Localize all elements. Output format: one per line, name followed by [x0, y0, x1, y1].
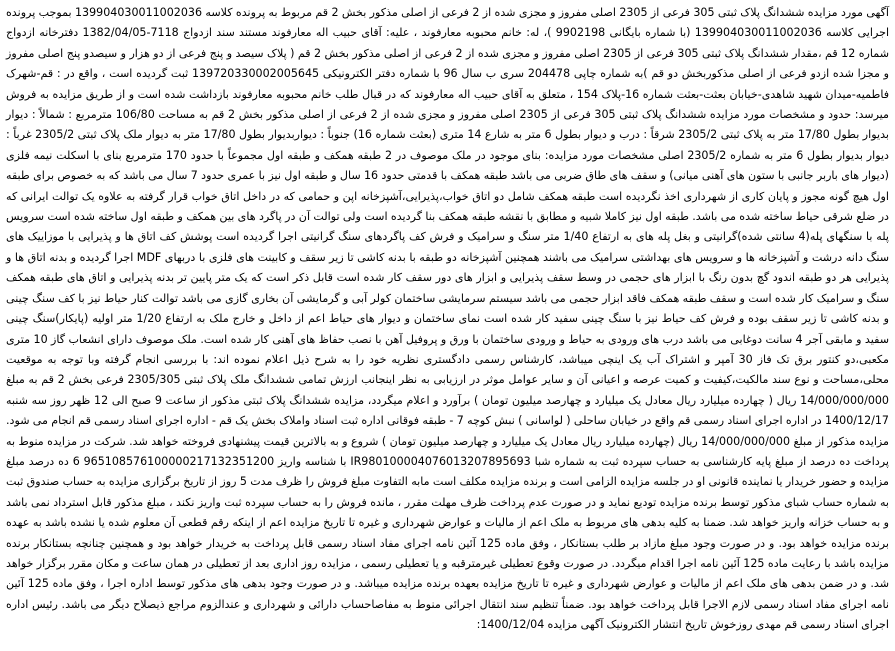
notice-body-text: آگهی مورد مزایده ششدانگ پلاک ثبتی 305 فرعی از 2305 اصلی مفروز و مجزی شده از 2 فرعی از اصلی مذکور بخش 2 قم مربوط به پرونده کلاسه 139904030011002036 بموجب پرونده اجرایی کلاسه 139904030011002036 (با شماره بایگانی 9902198 )، له: خانم محبوبه معارفوند ، علیه: آقای حبیب اله معارفوند مستند سند ازدواج 7118-1382/04/05 دفترخانه ازدواج شماره 12 قم ،مقدار ششدانگ پلاک ثبتی 305 فرعی از 2305 اصلی مفروز و مجزی شده از 2 فرعی از اصلی مذکور بخش 2 قم ( پلاک سیصد و پنج فرعی از دو هزار و سیصدو پنج اصلی مفروز و مجزا شده ازدو فرعی از اصلی مذکوربخش دو قم )به شماره چاپی 204478 سری ب سال 96 با شماره دفتر الکترونیکی 139720330002005645 ثبت گردیده است ، واقع در : قم-شهرک فاطمیه-میدان شهید شاهدی-خیابان بعثت-بعثت شماره 16-پلاک 154 ، متعلق به آقای حبیب اله معارفوند که در قبال طلب خانم محبوبه معارفوند بازداشت شده است و از طریق مزایده به فروش میرسد: حدود و مشخصات مورد مزایده ششدانگ پلاک ثبتی 305 فرعی از 2305 اصلی مفروز و مجزی شده از 2 فرعی از اصلی مذکور بخش 2 قم به مساحت 106/80 مترمربع : شمالاً : دیوار بدیوار بطول 17/80 متر به پلاک ثبتی 2305/2 شرقاً : درب و دیوار بطول 6 متر به شارع 14 متری (بعثت شماره 16) جنوباً : دیواربدیوار بطول 17/80 متر به دیوار ملک پلاک ثبتی 2305/2 غرباً : دیوار بدیوار بطول 6 متر به شماره 2305/2 اصلی مشخصات مورد مزایده: بنای موجود در ملک موصوف در 2 طبقه همکف و طبقه اول مجموعاً با حدود 170 مترمربع بنای با اسکلت نیمه فلزی (دیوار های باربر جانبی با ستون های آهنی میانی) و سقف های طاق ضربی می باشد طبقه همکف با قدمتی حدود 16 سال و طبقه اول نیز با عمری حدود 7 سال می باشد که به خصوص برای طبقه اول هیچ گونه مجوز و پایان کاری از شهرداری اخذ نگردیده است طبقه همکف شامل دو اتاق خواب،پذیرایی،آشپزخانه اپن و حمامی که در داخل اتاق خواب قرار گرفته به علاوه یک توالت ایرانی که در ضلع شرقی حیاط ساخته شده می باشد. طبقه اول نیز کاملا شبیه و مطابق با نقشه طبقه همکف بنا گردیده است ولی توالت آن در پاگرد های بین همکف و طبقه اول ساخته شده است سرویس پله با سنگهای پله(4 سانتی شده)گرانیتی و بغل پله های به ارتفاع 1/40 متر سنگ و سرامیک و فرش کف پاگردهای سنگ گرانیتی اجرا گردیده است پوشش کف اتاق ها و پذیرایی با موزاییک های سنگ دانه درشت و آشپزخانه ها و سرویس های بهداشتی سرامیک می باشند همچنین آشپزخانه دو طبقه با بدنه کاشی تا زیر سقف و کابینت های فلزی با دربهای MDF اجرا گردیده و بدنه اتاق ها و پذیرایی هر دو طبقه اندود گچ بدون رنگ با ابزار های حجمی در وسط سقف پذیرایی و ابزار های دور سقف کار شده است قابل ذکر است که یک متر پایین تر بدنه پذیرایی و اتاق های طبقه همکف سنگ و سرامیک کار شده است و سقف طبقه همکف فاقد ابزار حجمی می باشد سیستم سرمایشی ساختمان کولر آبی و گرمایشی آن بخاری گازی می باشد توالت کنار حیاط نیز با کف سنگ چینی و بدنه کاشی تا زیر سقف بوده و فرش کف حیاط نیز با سنگ چینی سفید کار شده است نمای ساختمان و دیوار های حیاط اعم از داخل و خارج ملک به ارتفاع 1/20 متر اولیه (پایکار)سنگ چینی سفید و مابقی آجر 4 سانت دوغابی می باشد درب های ورودی به حیاط و ورودی ساختمان با ورق و پروفیل آهن با نصب حفاظ های آهنی کار شده است. ملک موصوف دارای انشعاب گاز 10 متری مکعبی،دو کنتور برق تک فاز 30 آمپر و اشتراک آب یک اینچی میباشد، کارشناس رسمی دادگستری نظریه خود را به شرح ذیل اعلام نموده اند: با بررسی انجام گرفته وبا توجه به موقعیت محلی،مساحت و نوع سند مالکیت،کیفیت و کمیت عرصه و اعیانی آن و سایر عوامل موثر در ارزیابی به نظر اینجانب ارزش تمامی ششدانگ ملک پلاک ثبتی 2305/305 فرعی بخش 2 قم به مبلغ 14/000/000/000 ریال ( چهارده میلیارد ریال معادل یک میلیارد و چهارصد میلیون تومان ) برآورد و اعلام میگردد، مزایده ششدانگ پلاک ثبتی مذکور از ساعت 9 صبح الی 12 ظهر روز سه شنبه 1400/12/17 در اداره اجرای اسناد رسمی قم واقع در خیابان ساحلی ( لواسانی ) نبش کوچه 7 - طبقه فوقانی اداره ثبت اسناد واملاک بخش یک قم - اداره اجرای اسناد رسمی قم انجام می شود. مزایده مذکور از مبلغ 14/000/000/000 ریال (چهارده میلیارد ریال معادل یک میلیارد و چهارصد میلیون تومان ) شروع و به بالاترین قیمت پیشنهادی فروخته خواهد شد. شرکت در مزایده منوط به پرداخت ده درصد از مبلغ پایه کارشناسی به حساب سپرده ثبت به شماره شبا IR980100004076013207895693 با شناسه واریز 965108576100000217132351200 6 ده درصد مبلغ مزایده و حضور خریدار یا نماینده قانونی او در جلسه مزایده الزامی است و برنده مزایده مکلف است مابه التفاوت مبلغ فروش را ظرف مدت 5 روز از تاریخ برگزاری مزایده به حساب صندوق ثبت به شماره حساب شبای مذکور توسط برنده مزایده تودیع نماید و در صورت عدم پرداخت ظرف مهلت مقرر ، مانده فروش را به حساب سپرده ثبت واریز نکند ، مبلغ مذکور قابل استرداد نمی باشد و به حساب خزانه واریز خواهد شد. ضمنا به کلیه بدهی های مربوط به ملک اعم از مالیات و عوارض شهرداری و غیره تا تاریخ مزایده اعم از اینکه رقم قطعی آن معلوم شده یا نشده باشد به عهده برنده مزایده خواهد بود. و در صورت وجود مبلغ مازاد بر طلب بستانکار ، وفق ماده 125 آئین نامه اجرای مفاد اسناد رسمی قابل پرداخت به خریدار خواهد بود و همچنین چنانچه بستانکار برنده مزایده باشد با رعایت ماده 125 آئین نامه اجرا اقدام میگردد. در صورت وقوع تعطیلی غیرمترقبه و یا تعطیلی رسمی ، مزایده روز اداری بعد از تعطیلی در همان ساعت و مکان مقرر برگزار خواهد شد. و در ضمن بدهی های ملک اعم از مالیات و عوارض شهرداری و غیره تا تاریخ مزایده بعهده برنده مزایده میباشد. و در صورت وجود بدهی های مذکور توسط اداره اجرا ، وفق ماده 125 آئین نامه اجرای مفاد اسناد رسمی لازم الاجرا قابل پرداخت خواهد بود. ضمناً تنظیم سند انتقال اجرائی منوط به مفاصاحساب دارائی و شهرداری و عندالزوم مراجع ذیصلاح دیگر می باشد. رئیس اداره اجرای اسناد رسمی قم مهدی روزخوش تاریخ انتشار الکترونیک آگهی مزایده 1400/12/04: [6, 6, 890, 632]
